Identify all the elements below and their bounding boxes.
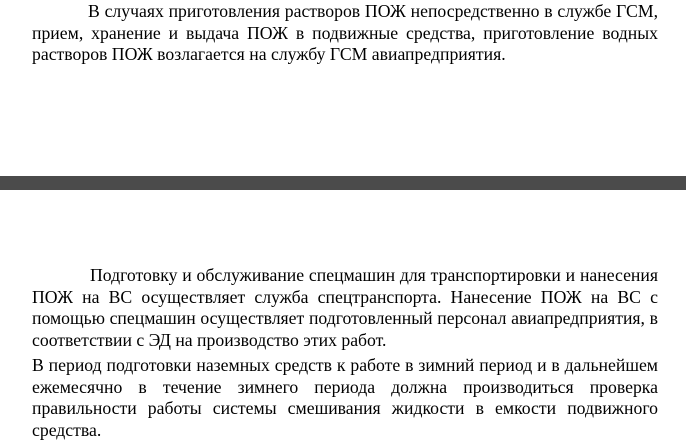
paragraph-winter-check: В период подготовки наземных средств к работе в зимний период и в дальнейшем ежемесячно в течение зимнего периода должна производиться проверка правильности работы системы смешивания жидкости в емкости подвижного средства. [32,355,658,440]
page-top-section [0,0,686,176]
page-bottom-section [0,190,686,439]
paragraph-special-vehicles: Подготовку и обслуживание спецмашин для транспортировки и нанесения ПОЖ на ВС осуществляет служба спецтранспорта. Нанесение ПОЖ на ВС с помощью спецмашин осуществляет подготовленный персонал авиапредприятия, в соответствии с ЭД на производство этих работ. [32,265,658,350]
page-break-separator [0,176,686,190]
paragraph-gsm-solutions: В случаях приготовления растворов ПОЖ непосредственно в службе ГСМ, прием, хранение и выдача ПОЖ в подвижные средства, приготовление водных растворов ПОЖ возлагается на службу ГСМ авиапредприятия. [32,1,658,65]
